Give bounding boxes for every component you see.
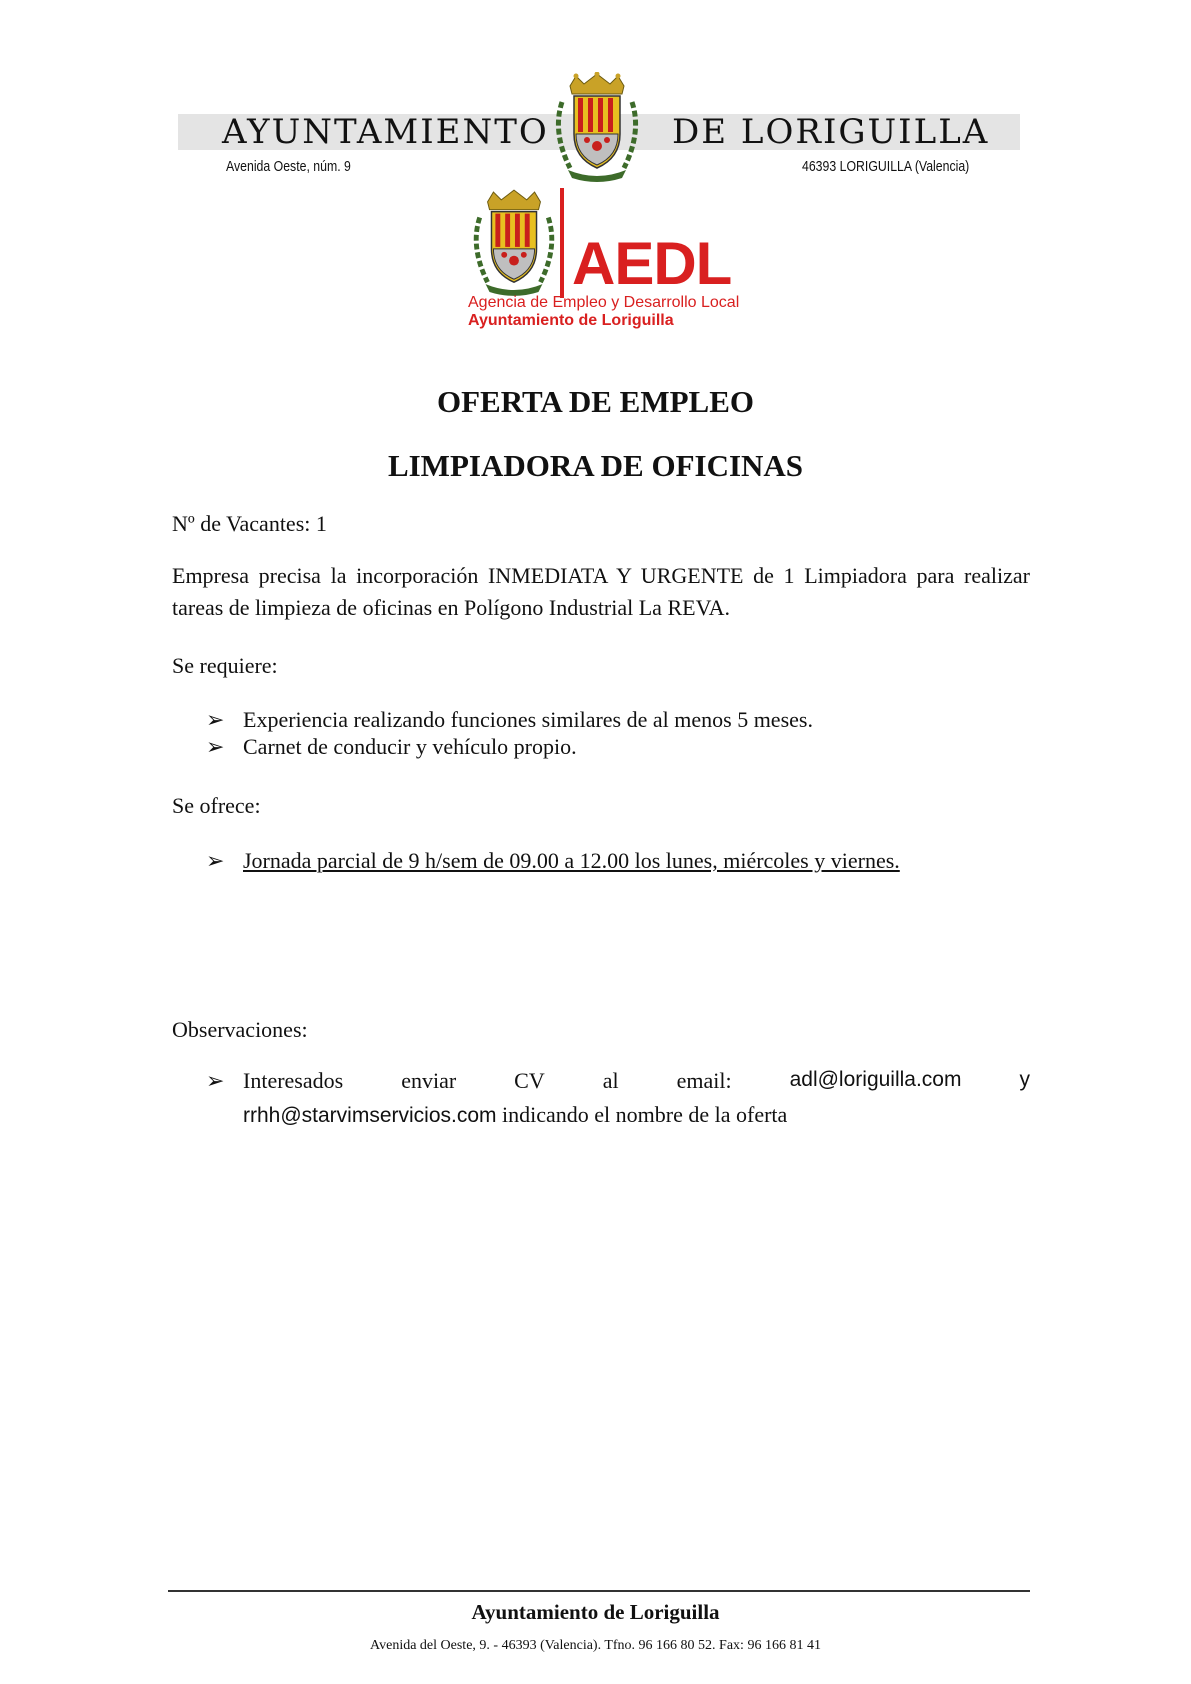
email-link-adl[interactable]: adl@loriguilla.com <box>789 1068 962 1091</box>
aedl-crest-icon <box>466 188 562 298</box>
footer-address: Avenida del Oeste, 9. - 46393 (Valencia). Tfno. 96 166 80 52. Fax: 96 166 81 41 <box>370 1638 821 1653</box>
bullet-icon: ➢ <box>206 1068 225 1093</box>
description-paragraph: Empresa precisa la incorporación INMEDIATA Y URGENTE de 1 Limpiadora para realizar tareas de limpieza de oficinas en Polígono Industrial La REVA. <box>172 563 1030 620</box>
letterhead-address-right: 46393 LORIGUILLA (Valencia) <box>802 158 970 175</box>
observations-heading: Observaciones: <box>172 1017 308 1042</box>
obs-word: CV <box>514 1068 545 1093</box>
letterhead-left-text: AYUNTAMIENTO <box>222 112 549 152</box>
obs-conjunction: y <box>1019 1068 1030 1091</box>
vacancies-text: Nº de Vacantes: 1 <box>172 511 327 536</box>
aedl-divider <box>560 188 564 298</box>
coat-of-arms-icon <box>548 72 646 184</box>
aedl-organization: Ayuntamiento de Loriguilla <box>468 312 674 329</box>
email-link-rrhh[interactable]: rrhh@starvimservicios.com <box>243 1104 497 1127</box>
bullet-icon: ➢ <box>206 707 225 732</box>
page-title: OFERTA DE EMPLEO <box>437 384 754 419</box>
observations-tail: indicando el nombre de la oferta <box>496 1102 788 1127</box>
letterhead-address-left: Avenida Oeste, núm. 9 <box>226 158 351 175</box>
obs-word: email: <box>676 1068 732 1093</box>
obs-word: al <box>602 1068 619 1093</box>
obs-word: enviar <box>401 1068 457 1093</box>
aedl-subtitle: Agencia de Empleo y Desarrollo Local <box>468 294 740 311</box>
requirement-item: Experiencia realizando funciones similares de al menos 5 meses. <box>243 707 813 732</box>
footer-title: Ayuntamiento de Loriguilla <box>471 1600 720 1624</box>
observations-line-2 <box>243 1102 787 1128</box>
aedl-acronym: AEDL <box>572 230 732 297</box>
bullet-icon: ➢ <box>206 848 225 873</box>
requirement-item: Carnet de conducir y vehículo propio. <box>243 734 577 759</box>
requirements-heading: Se requiere: <box>172 653 278 678</box>
offer-item: Jornada parcial de 9 h/sem de 09.00 a 12.00 los lunes, miércoles y viernes. <box>243 848 900 873</box>
bullet-icon: ➢ <box>206 734 225 759</box>
footer-divider <box>168 1590 1030 1592</box>
letterhead-right-text: DE LORIGUILLA <box>672 112 990 152</box>
observations-line <box>243 1068 1030 1094</box>
offer-heading: Se ofrece: <box>172 793 261 818</box>
obs-word: Interesados <box>243 1068 344 1093</box>
position-title: LIMPIADORA DE OFICINAS <box>387 448 804 483</box>
